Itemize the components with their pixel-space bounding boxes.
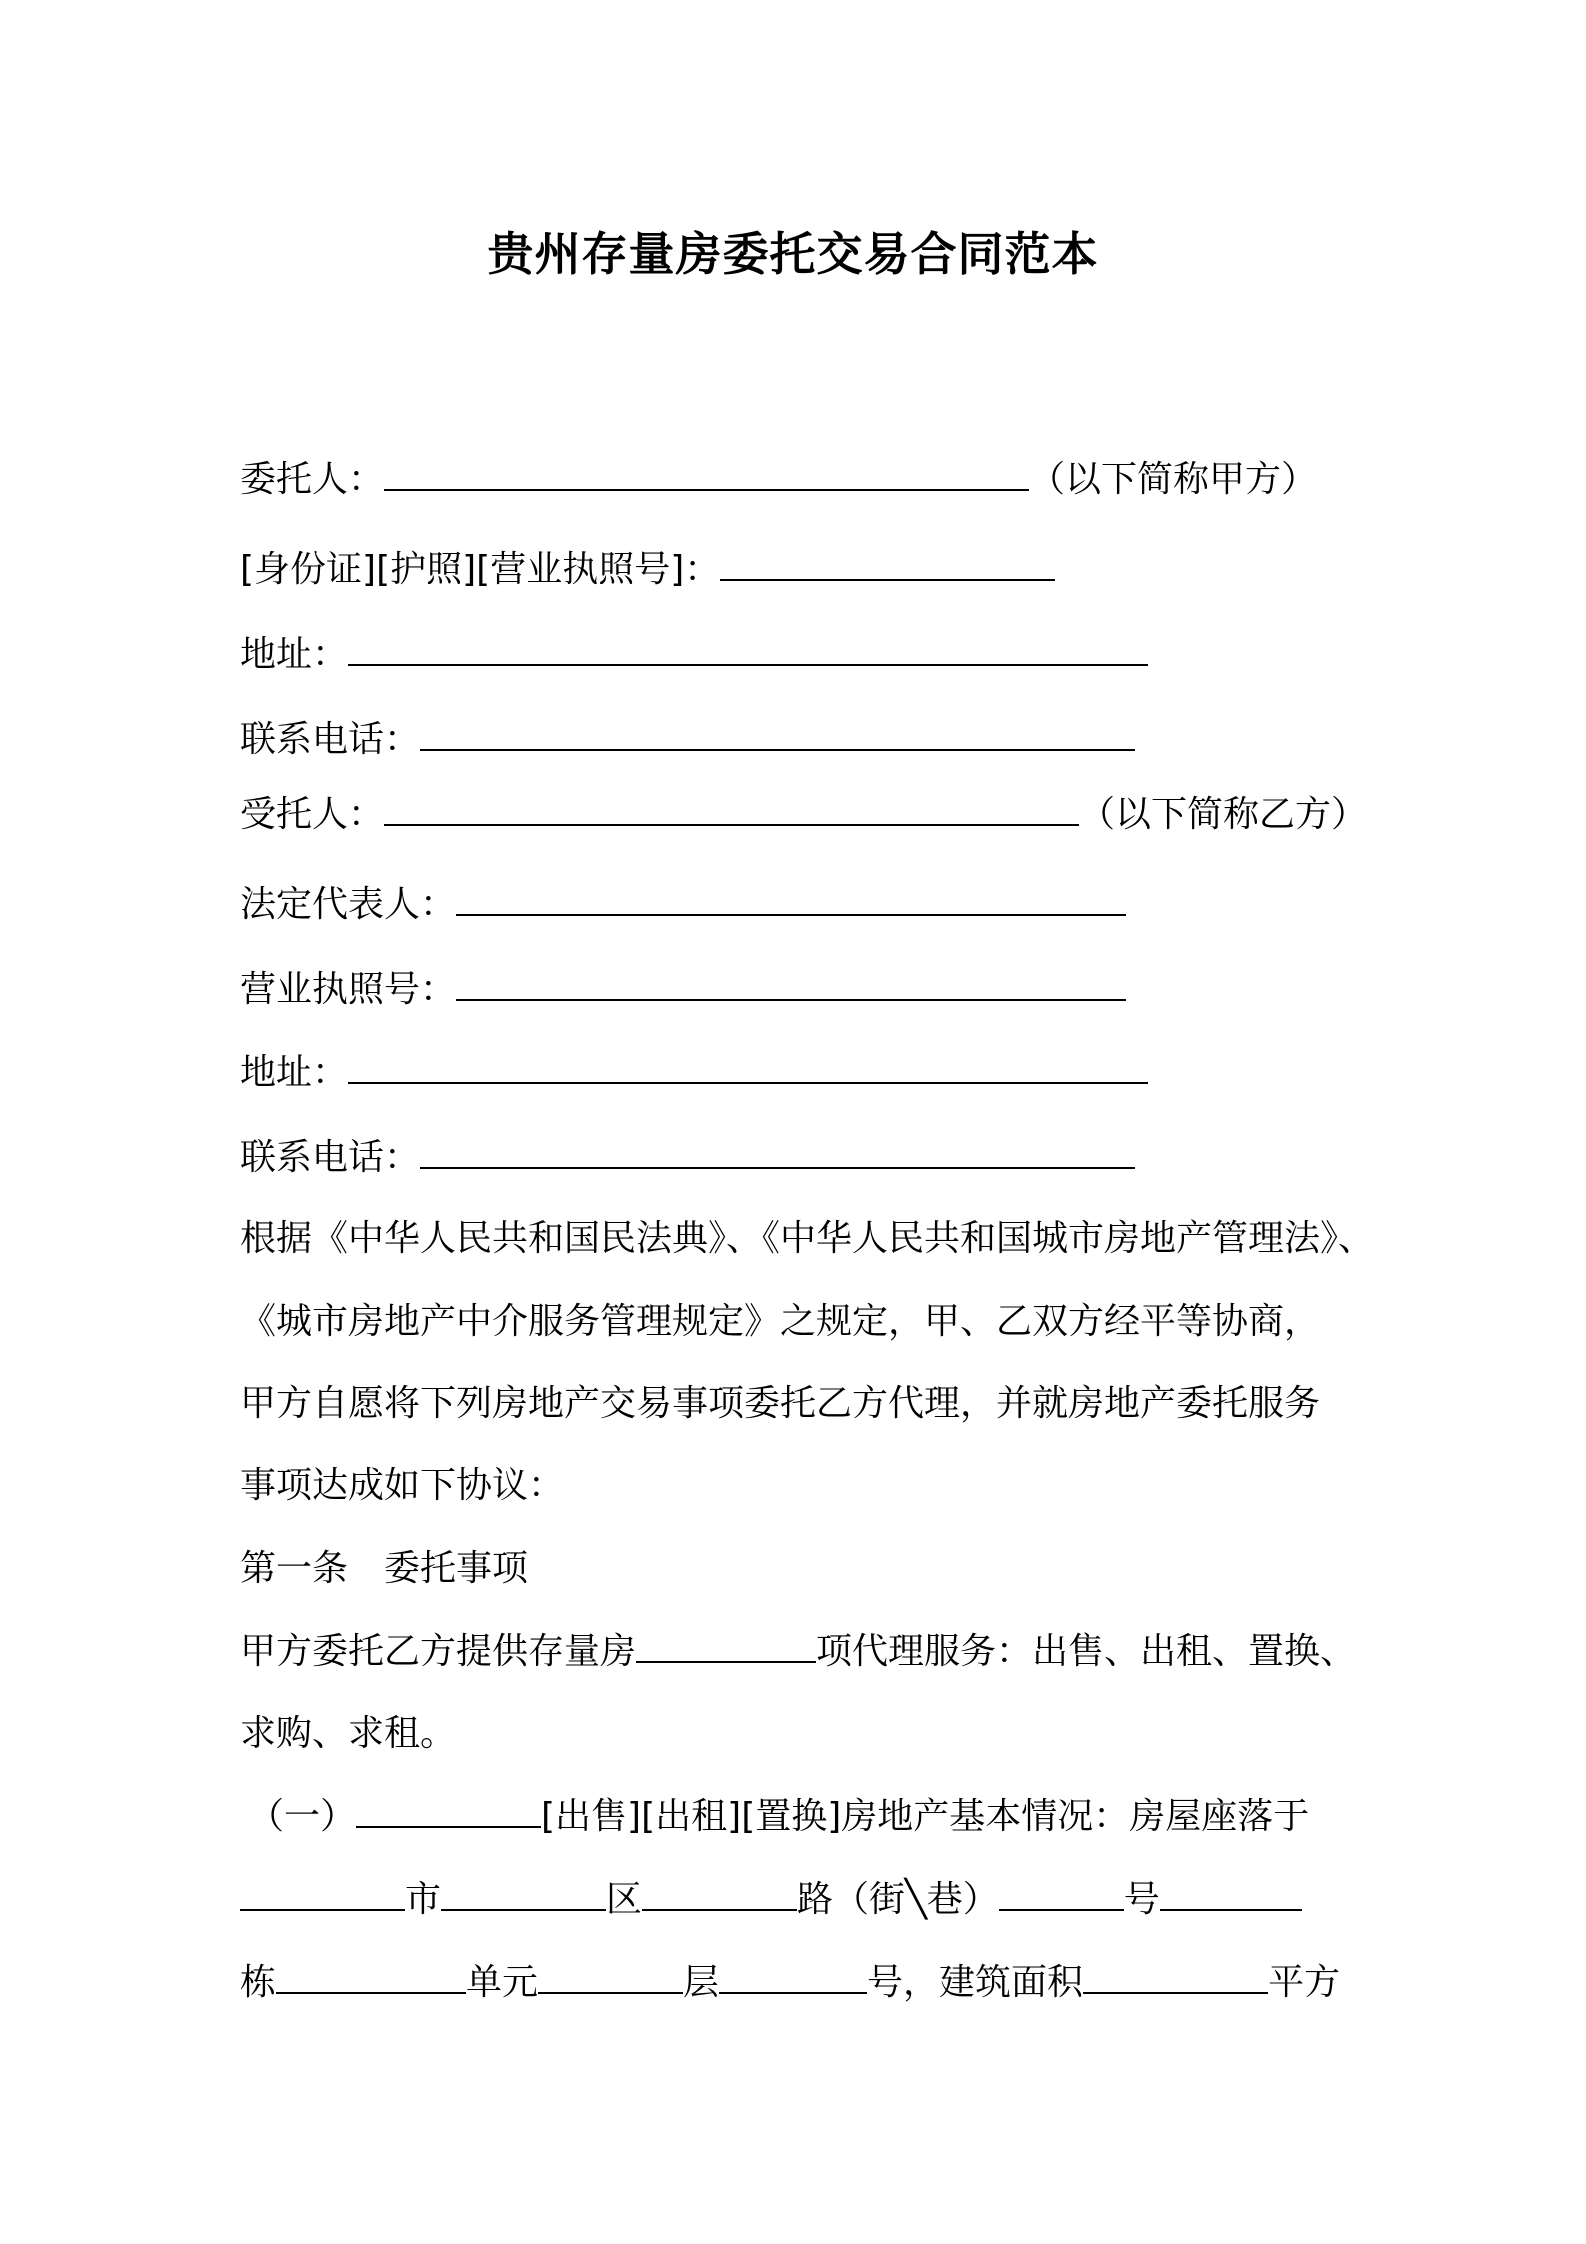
district-label: 区 [606, 1879, 643, 1920]
item1-blank[interactable] [356, 1792, 541, 1828]
room-area-label: 号，建筑面积 [867, 1962, 1084, 2003]
address-b-label: 地址： [240, 1052, 349, 1093]
unit-label: 单元 [466, 1962, 539, 2003]
agent-suffix: （以下简称乙方） [1079, 794, 1368, 835]
document-title: 贵州存量房委托交易合同范本 [487, 227, 1099, 281]
legal-rep-line [240, 880, 1126, 928]
number-label: 号 [1123, 1879, 1160, 1920]
area-blank[interactable] [1083, 1958, 1268, 1994]
license-label: 营业执照号： [240, 969, 457, 1010]
item1-number: （一） [248, 1796, 357, 1837]
road-label: 路（街╲巷） [797, 1879, 999, 1920]
para1-line3: 甲方自愿将下列房地产交易事项委托乙方代理，并就房地产委托服务 [240, 1383, 1321, 1424]
phone-b-line [240, 1133, 1135, 1181]
para1-line4: 事项达成如下协议： [240, 1465, 565, 1506]
sqm-label: 平方 [1268, 1962, 1341, 2003]
phone-b-label: 联系电话： [240, 1137, 421, 1178]
agent-line [240, 790, 1367, 838]
room-blank[interactable] [719, 1958, 867, 1994]
city-blank[interactable] [240, 1875, 405, 1911]
number-blank[interactable] [999, 1875, 1124, 1911]
address-a-blank[interactable] [348, 630, 1148, 666]
agent-label: 受托人： [240, 794, 385, 835]
phone-a-line [240, 715, 1135, 763]
building-label: 栋 [240, 1962, 277, 2003]
id-line [240, 545, 1055, 593]
road-blank[interactable] [642, 1875, 797, 1911]
id-blank[interactable] [720, 545, 1055, 581]
building-blank[interactable] [1160, 1875, 1302, 1911]
id-label: [身份证][护照][营业执照号]： [240, 549, 721, 590]
principal-suffix: （以下简称甲方） [1029, 459, 1318, 500]
building-detail-line [240, 1958, 1340, 2006]
floor-blank[interactable] [538, 1958, 683, 1994]
article1-heading: 第一条 委托事项 [240, 1548, 529, 1589]
item1-text: [出售][出租][置换]房地产基本情况：房屋座落于 [541, 1796, 1310, 1837]
license-line [240, 965, 1126, 1013]
address-detail-line [240, 1875, 1302, 1923]
city-label: 市 [405, 1879, 442, 1920]
district-blank[interactable] [441, 1875, 606, 1911]
para2-line2: 求购、求租。 [240, 1713, 457, 1754]
phone-a-label: 联系电话： [240, 719, 421, 760]
para1-line2: 《城市房地产中介服务管理规定》之规定，甲、乙双方经平等协商， [240, 1301, 1321, 1342]
address-b-blank[interactable] [348, 1048, 1148, 1084]
unit-blank[interactable] [276, 1958, 466, 1994]
para2-text-b: 项代理服务：出售、出租、置换、 [816, 1631, 1357, 1672]
legal-rep-blank[interactable] [456, 880, 1126, 916]
address-a-line [240, 630, 1148, 678]
para2-line1 [240, 1627, 1356, 1675]
principal-blank[interactable] [384, 455, 1029, 491]
para2-text-a: 甲方委托乙方提供存量房 [240, 1631, 637, 1672]
address-a-label: 地址： [240, 634, 349, 675]
para1-line1: 根据《中华人民共和国民法典》、《中华人民共和国城市房地产管理法》、 [240, 1218, 1375, 1259]
legal-rep-label: 法定代表人： [240, 884, 457, 925]
service-count-blank[interactable] [636, 1627, 816, 1663]
floor-label: 层 [683, 1962, 720, 2003]
agent-blank[interactable] [384, 790, 1079, 826]
license-blank[interactable] [456, 965, 1126, 1001]
principal-label: 委托人： [240, 459, 385, 500]
phone-b-blank[interactable] [420, 1133, 1135, 1169]
phone-a-blank[interactable] [420, 715, 1135, 751]
item1-line [248, 1792, 1309, 1840]
principal-line [240, 455, 1317, 503]
address-b-line [240, 1048, 1148, 1096]
